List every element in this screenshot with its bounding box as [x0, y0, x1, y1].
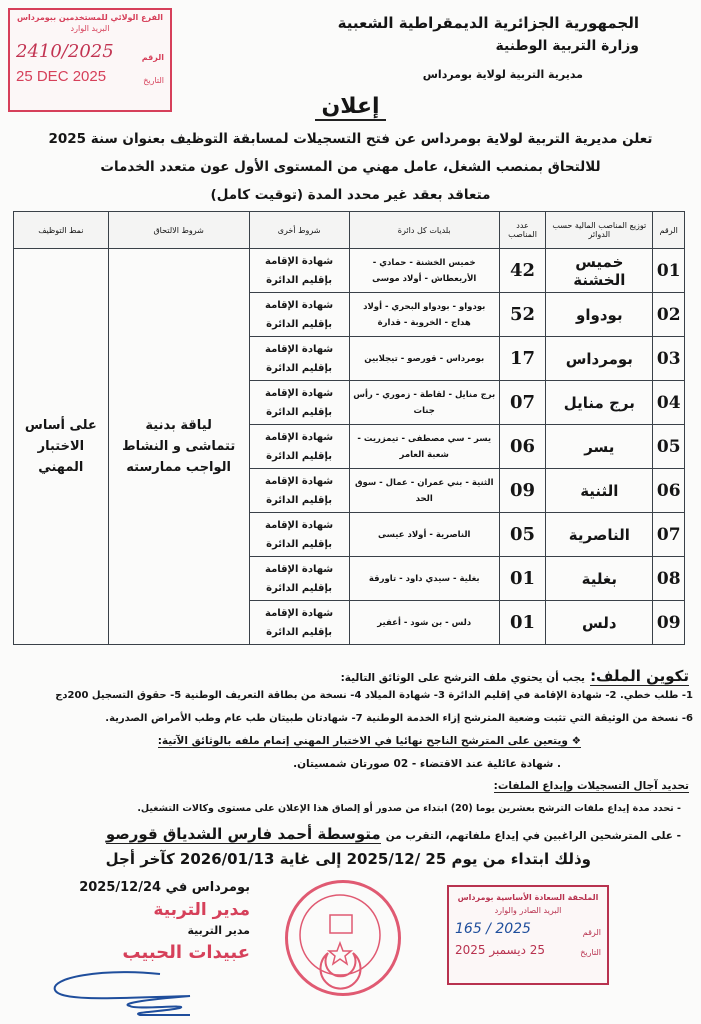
bottom-stamp-line-1: الملحقة السعادة الأساسية بومرداس: [457, 893, 599, 902]
row-daira: بودواو: [546, 293, 653, 337]
seal-emblem-icon: [288, 883, 398, 993]
recruitment-mode-line: على أساس: [24, 418, 97, 433]
stamp-line-1: الفرع الولائي للمستخدمين ببومرداس: [16, 13, 164, 22]
row-daira: يسر: [546, 425, 653, 469]
deadline-line-1: - تحدد مدة إيداع ملفات الترشح بعشرين يوما (20) ابتداء من صدور أو إلصاق هذا الإعلان على مستوى وكالات التشغيل.: [137, 803, 681, 814]
access-condition-line: تتماشى و النشاط: [122, 439, 236, 454]
docs-line-1: 1- طلب خطي. 2- شهادة الإقامة في إقليم الدائرة 3- شهادة الميلاد 4- نسخة من بطاقة التعريف الوطنية 5- حقوق التسجيل 200دج: [55, 690, 693, 701]
row-daira: برج منايل: [546, 381, 653, 425]
deadline-line-3: وذلك ابتداء من يوم 25 /2025/12 إلى غاية 2026/01/13 كآخر أجل: [105, 850, 591, 868]
republic-header: الجمهورية الجزائرية الديمقراطية الشعبية: [337, 14, 639, 32]
file-heading-rest: يجب أن يحتوي ملف الترشح على الوثائق التالية:: [340, 672, 585, 684]
header-count: عدد المناصب: [499, 212, 545, 249]
row-municipalities: برج منايل - لقاطة - زموري - رأس جنات: [349, 381, 499, 425]
director-stamp-role: مدير التربية: [153, 900, 250, 920]
recruitment-mode-line: المهني: [38, 460, 84, 475]
bottom-stamp-date-value: 25 ديسمبر 2025: [455, 943, 546, 957]
access-conditions-cell: [108, 249, 249, 645]
row-municipalities: دلس - بن شود - أعفير: [349, 601, 499, 645]
file-heading: تكوين الملف:: [590, 667, 689, 685]
signature-block: [20, 878, 250, 966]
row-other-conditions: [249, 293, 349, 337]
bottom-stamp-ref-label: الرقم: [582, 928, 601, 937]
table-header-row: [14, 212, 685, 249]
other-condition-line-1: شهادة الإقامة: [265, 387, 334, 399]
file-section: [341, 666, 689, 685]
stamp-date-label: التاريخ: [143, 76, 164, 85]
row-municipalities: خميس الخشنة - حمادي - الأربعطاش - أولاد موسى: [349, 249, 499, 293]
bottom-stamp-line-2: البريد الصادر والوارد: [494, 906, 562, 915]
other-condition-line-2: بإقليم الدائرة: [266, 274, 332, 286]
row-daira: دلس: [546, 601, 653, 645]
row-other-conditions: [249, 557, 349, 601]
stamp-line-2: البريد الوارد: [70, 24, 110, 33]
other-condition-line-2: بإقليم الدائرة: [266, 450, 332, 462]
ministry-header: وزارة التربية الوطنية: [495, 38, 639, 54]
row-position-count: 07: [499, 381, 545, 425]
row-municipalities: بومرداس - قورصو - تيجلابين: [349, 337, 499, 381]
row-daira: خميس الخشنة: [546, 249, 653, 293]
row-daira: الناصرية: [546, 513, 653, 557]
row-number: 07: [653, 513, 685, 557]
header-conditions: شروط الالتحاق: [108, 212, 249, 249]
row-municipalities: بودواو - بودواو البحري - أولاد هداج - الخروبة - قدارة: [349, 293, 499, 337]
other-condition-line-1: شهادة الإقامة: [265, 431, 334, 443]
other-condition-line-2: بإقليم الدائرة: [266, 582, 332, 594]
row-municipalities: بغلية - سيدي داود - تاورقة: [349, 557, 499, 601]
positions-table: [13, 211, 685, 645]
row-number: 02: [653, 293, 685, 337]
header-municipalities: بلديات كل دائرة: [349, 212, 499, 249]
other-condition-line-2: بإقليم الدائرة: [266, 494, 332, 506]
docs-line-2: 6- نسخة من الوثيقة التي تثبت وضعية المترشح إزاء الخدمة الوطنية 7- شهادتان طبيتان طب عام وطب الأمراض الصدرية.: [105, 713, 693, 724]
intro-line-3: متعاقد بعقد غير محدد المدة (توقيت كامل): [210, 187, 491, 203]
deadlines-heading: تحديد آجال التسجيلات وإيداع الملفات:: [493, 780, 689, 792]
access-condition-line: لياقة بدنية: [145, 418, 212, 433]
bottom-stamp-date-label: التاريخ: [580, 948, 601, 957]
success-heading-text: ❖ ويتعين على المترشح الناجح نهائيا في الاختبار المهني إتمام ملفه بالوثائق الآتية:: [157, 735, 581, 747]
intro-line-1: تعلن مديرية التربية لولاية بومرداس عن فتح التسجيلات لمسابقة التوظيف بعنوان سنة 2025: [48, 131, 653, 147]
other-condition-line-1: شهادة الإقامة: [265, 607, 334, 619]
row-daira: بومرداس: [546, 337, 653, 381]
stamp-ref-label: الرقم: [141, 53, 164, 62]
recruitment-mode-cell: [14, 249, 109, 645]
row-position-count: 05: [499, 513, 545, 557]
row-number: 04: [653, 381, 685, 425]
deposit-location: متوسطة أحمد فارس الشدياق قورصو: [105, 825, 381, 843]
other-condition-line-2: بإقليم الدائرة: [266, 362, 332, 374]
other-condition-line-1: شهادة الإقامة: [265, 343, 334, 355]
directorate-header: مديرية التربية لولاية بومرداس: [422, 68, 583, 81]
official-seal: [285, 880, 401, 996]
stamp-date-value: 25 DEC 2025: [16, 68, 107, 85]
row-number: 06: [653, 469, 685, 513]
row-other-conditions: [249, 513, 349, 557]
header-num: الرقم: [653, 212, 685, 249]
row-position-count: 52: [499, 293, 545, 337]
row-daira: بغلية: [546, 557, 653, 601]
row-number: 08: [653, 557, 685, 601]
access-condition-line: الواجب ممارسته: [126, 460, 232, 475]
row-position-count: 06: [499, 425, 545, 469]
row-municipalities: الناصرية - أولاد عيسى: [349, 513, 499, 557]
row-municipalities: الثنية - بني عمران - عمال - سوق الحد: [349, 469, 499, 513]
row-other-conditions: [249, 425, 349, 469]
other-condition-line-2: بإقليم الدائرة: [266, 538, 332, 550]
other-condition-line-1: شهادة الإقامة: [265, 255, 334, 267]
header-daira: توزيع المناصب المالية حسب الدوائر: [546, 212, 653, 249]
row-other-conditions: [249, 249, 349, 293]
director-name-stamp: عبيدات الحبيب: [122, 942, 250, 963]
row-position-count: 01: [499, 557, 545, 601]
deadlines-heading-wrap: [494, 780, 689, 792]
header-other: شروط أخرى: [249, 212, 349, 249]
row-daira: الثنية: [546, 469, 653, 513]
row-position-count: 09: [499, 469, 545, 513]
other-condition-line-2: بإقليم الدائرة: [266, 318, 332, 330]
announcement-title: إعلان: [315, 94, 385, 121]
deadline-line-2-prefix: - على المترشحين الراغبين في إيداع ملفاتهم، التقرب من: [385, 830, 681, 842]
row-other-conditions: [249, 337, 349, 381]
place-date: بومرداس في 2025/12/24: [79, 880, 250, 895]
other-condition-line-1: شهادة الإقامة: [265, 299, 334, 311]
success-docs: . شهادة عائلية عند الاقتضاء - 02 صورتان شمسيتان.: [293, 758, 561, 770]
deadline-line-2: [106, 824, 681, 843]
row-position-count: 17: [499, 337, 545, 381]
success-heading: [158, 735, 581, 747]
stamp-ref-value: 2410/2025: [16, 41, 114, 62]
row-position-count: 01: [499, 601, 545, 645]
row-position-count: 42: [499, 249, 545, 293]
intro-line-2: للالتحاق بمنصب الشغل، عامل مهني من المستوى الأول عون متعدد الخدمات: [100, 159, 601, 175]
row-number: 03: [653, 337, 685, 381]
row-number: 05: [653, 425, 685, 469]
header-mode: نمط التوظيف: [14, 212, 109, 249]
row-municipalities: يسر - سي مصطفى - تيمزريت - شعبة العامر: [349, 425, 499, 469]
other-condition-line-1: شهادة الإقامة: [265, 475, 334, 487]
row-other-conditions: [249, 381, 349, 425]
announcement-title-wrap: [0, 94, 701, 119]
other-condition-line-1: شهادة الإقامة: [265, 563, 334, 575]
row-other-conditions: [249, 601, 349, 645]
director-role: مدير التربية: [187, 924, 250, 937]
recruitment-mode-line: الاختبار: [37, 439, 85, 454]
other-condition-line-2: بإقليم الدائرة: [266, 626, 332, 638]
other-condition-line-1: شهادة الإقامة: [265, 519, 334, 531]
outgoing-mail-stamp: [447, 885, 609, 985]
row-number: 01: [653, 249, 685, 293]
other-condition-line-2: بإقليم الدائرة: [266, 406, 332, 418]
table-row: [14, 249, 685, 293]
handwritten-signature: [40, 968, 230, 1018]
row-number: 09: [653, 601, 685, 645]
row-other-conditions: [249, 469, 349, 513]
bottom-stamp-ref-value: 165 / 2025: [455, 921, 531, 937]
